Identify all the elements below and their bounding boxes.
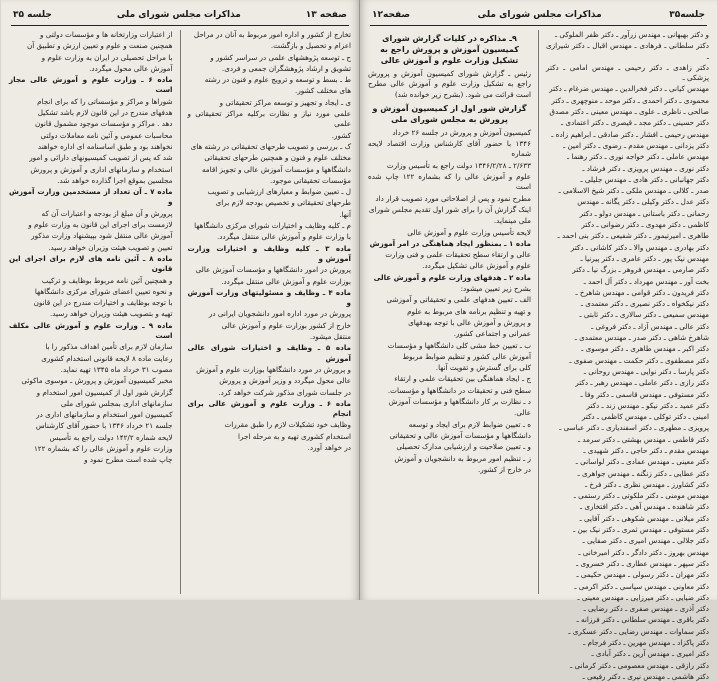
- text-line: دکتر جلالی ـ مهندس امیری ـ دکتر صفایی ـ: [582, 536, 709, 546]
- text-line: دکتر شاهنده ـ مهندس آهی ـ دکتر افتخاری ـ: [579, 502, 709, 512]
- text-line: دکتر پارسا ـ دکتر نوایی ـ مهندس روحانی ـ: [583, 366, 709, 376]
- text-line: دکتر نوری ـ مهندس پرویزی ـ دکتر فرشاد ـ: [582, 163, 709, 173]
- header-rule: [370, 25, 707, 26]
- text-line: و ـ تعیین صلاحیت و ارزشیابی مدارک تحصیلی: [396, 442, 531, 452]
- text-line: عالی و ارتقاء سطح تحقیقات علمی و فنی وزارت: [385, 250, 531, 260]
- text-line: مخبر کمیسیون آموزش و پرورش ـ موسوی ماکوئی: [21, 376, 173, 386]
- text-line: دکتر آذری ـ مهندس صفری ـ دکتر رضایی ـ: [583, 604, 709, 614]
- text-line: سازمانهای اداری بمجلس شورای ملی: [60, 398, 173, 408]
- text-line: ب ـ تعیین خط مشی کلی دانشگاهها و مؤسسات: [387, 340, 531, 350]
- text-line: دکتر کشاورز ـ مهندس نظری ـ دکتر فرخ ـ: [585, 479, 709, 489]
- text-line: دکتر مهران ـ دکتر رسولی ـ مهندس حکیمی ـ: [576, 570, 709, 580]
- text-line: استخدام کشوری تهیه و به مرحله اجرا: [238, 431, 351, 441]
- text-line: ماده ۳ ـ کلیه وظایف و اختیارات وزارت آموزش و: [187, 243, 351, 263]
- text-line: وزارت علوم و آموزش عالی را که بشماره ۱۲۲: [33, 443, 173, 453]
- text-line: محاسبات عمومی و آئین نامه معاملات دولتی: [40, 130, 173, 140]
- text-line: دکتر صارمی ـ مهندس فروهر ـ بزرگ نیا ـ دکتر: [572, 265, 709, 275]
- text-line: مهندس مومنی ـ دکتر ملکوتی ـ دکتر رستمی ـ: [573, 491, 709, 501]
- text-line: تخارج از کشور و اداره امور مربوط به آنان در مراحل: [193, 30, 351, 39]
- columns: [9, 30, 351, 594]
- text-line: اینک گزارش آن را برای شور اول تقدیم مجلس شورای: [368, 204, 531, 214]
- page-number: صفحه۱۲: [372, 10, 411, 20]
- text-line: دکتر یزدانی ـ مهندس مقدم ـ رضوی ـ دکتر امین ـ: [563, 140, 709, 150]
- text-line: بشرح زیر تعیین میشود:: [460, 284, 531, 294]
- text-line: استخدام و سازمانهای اداری و آموزش و پرورش: [30, 164, 173, 174]
- text-line: ماده ۸ ـ آئین نامه های لازم برای اجرای این قانون: [9, 253, 173, 274]
- text-line: دکتر رازقی ـ مهندس معصومی ـ دکتر کرمانی ـ: [570, 660, 709, 670]
- text-line: اعزام و تحصیل و بازگشت.: [270, 41, 351, 51]
- text-line: طاهری ـ امیرتیمور ـ دکتر شفیعی ـ دکتر بنی احمد ـ: [557, 231, 709, 241]
- session-number: جلسه۳۵: [669, 10, 705, 20]
- text-line: تعیین و تصویب هیئت وزیران خواهد رسید.: [48, 242, 173, 252]
- text-line: دکتر حسینی ـ دکتر مجد ـ قیصری ـ دکتر اعتمادی ـ: [560, 118, 709, 128]
- text-line: مطرح نمود و پس از اصلاحاتی مورد تصویب قرار داد: [375, 193, 531, 203]
- text-line: طرحهای تحقیقاتی و تخصیص بودجه لازم برای: [215, 198, 351, 208]
- text-line: ماده ۱ ـ بمنظور ایجاد هماهنگی در امر آموزش: [369, 238, 531, 248]
- text-line: محمودی ـ دکتر احمدی ـ دکتر موحد ـ منوچهری ـ دکتر: [551, 95, 709, 105]
- text-line: و پرورش در مورد دانشگاهها بوزارت علوم و آموزش: [196, 364, 351, 374]
- text-line: از اعتبارات وزارتخانه ها و مؤسسات دولتی و: [40, 30, 173, 39]
- text-line: کلی برای گسترش و تقویت آنها.: [435, 363, 531, 373]
- text-line: دکتر بهادری ـ مهندس والا ـ دکتر کاشانی ـ دکتر: [570, 242, 709, 252]
- text-line: با توجه بوظایف و اختیارات مندرج در این قانون: [33, 298, 173, 308]
- text-line: دکتر زاهدی ـ دکتر رحیمی ـ مهندس امامی ـ دکتر پزشکی ـ: [546, 62, 709, 83]
- text-line: مهندس سمیعی ـ دکتر سالاری ـ دکتر ثابتی ـ: [579, 310, 709, 320]
- text-line: بخت آور ـ مهندس مهرداد ـ دکتر آل احمد ـ: [583, 276, 709, 286]
- text-line: الف ـ تعیین هدفهای علمی و تحقیقاتی و آموزشی: [386, 295, 531, 305]
- text-line: ماده ۶ ـ وزارت علوم و آموزش عالی مجاز است: [9, 75, 173, 95]
- text-line: ح ـ توسعه پژوهشهای علمی در سراسر کشور و: [210, 52, 351, 62]
- text-line: آنها.: [339, 209, 351, 219]
- text-line: با مراحل تحصیلی در ایران به وزارت علوم و: [41, 52, 173, 62]
- text-line: دکتر رازی ـ دکتر عاملی ـ مهندس رهبر ـ دکتر: [575, 378, 709, 388]
- text-line: مهندس بهروز ـ دکتر دادگر ـ دکتر امیرخانی ـ: [578, 547, 709, 557]
- text-line: های مختلف کشور.: [295, 86, 351, 96]
- text-line: گزارش شور اول از کمیسیون امور استخدام و: [36, 387, 173, 397]
- text-line: ه ـ تعیین ضوابط لازم برای ایجاد و توسعه: [408, 419, 531, 429]
- text-line: مهندس کیانی ـ دکتر فخرالدین ـ مهندس ضرغام ـ دکتر: [549, 84, 709, 94]
- text-line: مجلسین بموقع اجرا گذارده خواهد شد.: [57, 175, 173, 185]
- column-2: [368, 30, 531, 594]
- header-title: مذاکرات مجلس شورای ملی: [477, 10, 602, 20]
- text-line: دکتر اکبر ـ مهندس طاهری ـ دکتر موسوی ـ: [581, 344, 709, 354]
- text-line: عالی محول میگردد و وزیر آموزش و پرورش: [219, 376, 351, 386]
- text-line: و پرورش و آموزش عالی با توجه بهدفهای: [408, 317, 531, 327]
- text-line: خارج از کشور بوزارت علوم و آموزش عالی: [221, 320, 351, 330]
- text-line: دکتر عالی ـ مهندس آزاد ـ دکتر فروغی ـ: [591, 321, 709, 331]
- text-line: م ـ کلیه وظایف و اختیارات شورای مرکزی دانشگاهها: [194, 221, 351, 231]
- speaker-paragraph: رئیس ـ گزارش شورای کمیسیون آموزش و پرورش راجع به تشکیل وزارت علوم و آموزش عالی مطرح است قرائت می شود. (بشرح زیر خوانده شد): [368, 69, 531, 99]
- column-1: [188, 30, 352, 594]
- text-line: دکتر مستوفی ـ مهندس ثمری ـ دکتر نیک بین ـ: [573, 525, 709, 535]
- text-line: بوزارت علوم و آموزش عالی منتقل میگردد.: [221, 276, 351, 286]
- text-line: در جلسات شورای مذکور شرکت خواهد کرد.: [218, 387, 351, 397]
- text-line: چاپ شده است مطرح نمود و: [84, 455, 173, 465]
- text-line: شوراها و مراکز و مؤسساتی را که برای انجام: [37, 96, 173, 106]
- column-1: [546, 30, 709, 681]
- text-line: د ـ نظارت بر کار دانشگاهها و مؤسسات آموزش: [388, 397, 531, 407]
- text-line: ج ـ ایجاد هماهنگی بین تحقیقات علمی و ارتقاء: [394, 374, 531, 384]
- text-line: دکتر عطایی ـ دکتر زنگنه ـ مهندس جواهری ـ: [577, 468, 709, 478]
- text-line: ی ـ ایجاد و تجهیز و توسعه مراکز تحقیقاتی و: [219, 97, 351, 107]
- text-line: ماده ۵ ـ وظایف و اختیارات شورای عالی آموزش: [187, 343, 351, 363]
- text-line: عالی.: [514, 408, 531, 418]
- column-2: [9, 30, 173, 594]
- text-line: ۲/۶۳۳ ـ ۱۳۴۶/۲/۲۸ دولت راجع به تأسیس وزارت: [386, 160, 531, 170]
- text-line: دکتر جهانبانی ـ دکتر هادی ـ مهندس جلیلی ـ: [580, 174, 709, 184]
- text-line: کمیسیون آموزش و پرورش در جلسه ۲۶ خرداد: [392, 127, 531, 137]
- text-line: آموزش عالی کشور و تنظیم ضوابط مربوط: [402, 351, 531, 361]
- text-line: دکتر سلطانی ـ فرهادی ـ مهندس اقبال ـ دکتر شیرازی ـ: [546, 41, 709, 61]
- text-line: ملی مینماید.: [493, 216, 531, 226]
- text-line: ط ـ بسط و توسعه و ترویج علوم و فنون در رشته: [204, 75, 351, 85]
- text-line: دکتر هاشمی ـ مهندس نیری ـ دکتر رفیعی ـ: [582, 671, 709, 681]
- text-line: صالحی ـ ناظری ـ علوی ـ مهندس معینی ـ دکتر مصدق: [549, 107, 709, 117]
- text-line: علوم و آموزش عالی تشکیل میگردد.: [422, 261, 531, 271]
- text-line: مهندس نیک پور ـ دکتر عامری ـ دکتر پیرنیا ـ: [580, 253, 709, 263]
- text-line: دکتر معینی ـ مهندس عمادی ـ دکتر لواسانی ـ: [575, 457, 709, 467]
- text-line: در خارج از کشور.: [477, 464, 531, 474]
- text-line: دکتر عدل ـ دکتر وکیلی ـ دکتر یگانه ـ مهندس: [577, 197, 709, 207]
- text-line: دکتر سپهر ـ مهندس عطاری ـ دکتر خسروی ـ: [576, 558, 709, 568]
- header-title: مذاکرات مجلس شورای ملی: [116, 10, 241, 20]
- text-line: رعایت ماده ۸ لایحه قانونی استخدام کشوری: [41, 353, 173, 363]
- page-header: [13, 8, 347, 22]
- text-line: امینی ـ دکتر توکلی ـ مهندس کاظمی ـ دکتر: [581, 412, 709, 422]
- text-line: پرورش و آن مبلغ از بودجه و اعتبارات آن که: [41, 208, 173, 218]
- text-line: شاهرخ شاهی ـ دکتر صدر ـ مهندس معتمدی ـ: [574, 333, 709, 343]
- report-title: گزارش شور اول از کمیسیون آموزش و پرورش به مجلس شورای ملی: [372, 103, 527, 124]
- text-line: لایحه شماره ۱۴۲/۲ دولت راجع به تأسیس: [49, 432, 173, 442]
- text-line: و نحوه تعیین اعضای شورای مرکزی دانشگاهها: [34, 286, 173, 296]
- columns: [368, 30, 709, 681]
- text-line: و دکتر بهبهانی ـ مهندس زرآور ـ دکتر ظفر الملوکی ـ: [554, 30, 709, 39]
- text-line: کاظمی ـ دکتر مهدوی ـ دکتر رضوانی ـ دکتر: [581, 220, 709, 230]
- text-line: نخواهند بود و طبق اساسنامه ای اداره خواهند: [37, 141, 173, 151]
- text-line: آموزش عالی محول میگردد.: [89, 63, 173, 73]
- column-divider: [538, 30, 539, 594]
- text-line: ک ـ بررسی و تصویب طرحهای تحقیقاتی در رشته های: [190, 141, 351, 151]
- page-left: [1, 0, 359, 600]
- text-line: ل ـ تعیین ضوابط و معیارهای ارزشیابی و تصویب: [207, 187, 351, 197]
- text-line: علمی مورد نیاز و نظارت برکلیه مراکز تحقیقاتی و علمی: [187, 109, 351, 129]
- text-line: کشور.: [331, 130, 351, 140]
- text-line: مختلف علوم و فنون و همچنین طرحهای تحقیقاتی: [204, 153, 351, 163]
- text-line: و همچنین آئین نامه مربوط بوظایف و ترکیب: [41, 275, 173, 285]
- text-line: مؤسسات تحقیقاتی موجود.: [270, 175, 351, 185]
- text-line: لایحه تأسیس وزارت علوم و آموزش عالی: [407, 227, 531, 237]
- text-line: دکتر فاطمی ـ مهندس بهشتی ـ دکتر سرمد ـ: [578, 434, 709, 444]
- text-line: دکتر معاونی ـ مهندس سپاسی ـ دکتر اکرمی ـ: [574, 581, 709, 591]
- session-number: جلسه ۳۵: [13, 10, 52, 20]
- text-line: رحمانی ـ دکتر باستانی ـ مهندس دولو ـ دکتر: [579, 208, 709, 218]
- text-line: دکتر امیری ـ مهندس آرین ـ دکتر آبادی ـ: [591, 649, 709, 659]
- text-line: منتقل میشود.: [309, 332, 351, 342]
- text-line: با وزارت علوم و آموزش عالی منتقل میگردد.: [216, 232, 351, 242]
- text-line: دکتر باقری ـ مهندس سلطانی ـ دکتر فرزانه ـ: [576, 615, 709, 625]
- text-line: آموزش عالی منتقل شود بپیشنهاد وزارت مذکور: [31, 231, 173, 241]
- text-line: ز ـ تنظیم امور مربوط به دانشجویان و آموزش: [394, 453, 531, 463]
- column-divider: [180, 30, 181, 594]
- text-line: دکتر عمید ـ دکتر نیکو ـ مهندس زند ـ دکتر: [586, 400, 709, 410]
- page-header: [372, 8, 705, 22]
- text-line: همچنین صنعت و علوم و تعیین ارزش و تطبیق آن: [27, 41, 173, 51]
- text-line: ماده ۲ ـ هدفهای وزارت علوم و آموزش عالی: [373, 272, 531, 282]
- text-line: مهندس عاملی ـ دکتر خواجه نوری ـ دکتر رهنما ـ: [566, 152, 709, 162]
- text-line: مصوب ۳۱ خرداد ماه ۱۳۴۵ تهیه نماید.: [60, 364, 173, 374]
- text-line: تشویق و ارشاد پژوهشگران جمعی و فردی.: [221, 63, 351, 73]
- text-line: دکتر مصطفوی ـ دکتر حکمت ـ مهندس صفوی ـ: [569, 355, 709, 365]
- text-line: کمیسیون امور استخدام و سازمانهای اداری در: [36, 410, 173, 420]
- text-line: مهندس مقدم ـ دکتر حاجی ـ دکتر شهیدی ـ: [583, 445, 709, 455]
- text-line: دکتر پاکزاد ـ مهندس مهرین ـ دکتر فرجام ـ: [583, 638, 709, 648]
- text-line: و تهیه و تنظیم برنامه های مربوط به علوم: [407, 306, 531, 316]
- text-line: وظایف خود تشکیلات لازم را طبق مقررات: [224, 420, 351, 430]
- text-line: تهیه و بتصویب هیئت وزیران خواهد رسید.: [50, 309, 173, 319]
- text-line: هدفهای مندرج در این قانون لازم باشد تشکیل: [37, 108, 173, 118]
- header-rule: [11, 25, 349, 26]
- text-line: ماده ۷ ـ آن تعداد از مستخدمین وزارت آموزش و: [9, 187, 173, 207]
- text-line: سازمان لازم برای تأمین اهداف مذکور را با: [45, 342, 173, 352]
- text-line: دکتر سماوات ـ مهندس رضایی ـ دکتر عسکری ـ: [568, 626, 709, 636]
- text-line: علوم و آموزش عالی را که بشماره ۱۲۲ چاپ شده است: [368, 172, 532, 192]
- text-line: پرویزی ـ مطهری ـ دکتر اسفندیاری ـ دکتر عباسی ـ: [559, 423, 709, 433]
- text-line: در خواهد آورد.: [307, 442, 351, 452]
- text-line: مهندس رحیمی ـ افشار ـ دکتر صادقی ـ ابراهیم زاده ـ: [551, 129, 709, 139]
- text-line: لازمست برای اجرای این قانون به وزارت علوم و: [28, 220, 173, 230]
- text-line: پرورش در امور دانشگاهها و مؤسسات آموزش عالی: [195, 265, 351, 275]
- text-line: دانشگاهها و مؤسسات آموزش عالی و تجویز اقامه: [201, 164, 351, 174]
- text-line: پرورش در مورد اداره امور دانشجویان ایرانی در: [208, 309, 351, 319]
- text-line: ماده ۶ ـ وزارت علوم و آموزش عالی برای انجام: [187, 398, 351, 419]
- text-line: دانشگاهها و مؤسسات آموزش عالی و تحقیقاتی: [389, 430, 531, 440]
- text-line: جلسه ۲۱ خرداد ۱۳۴۶ با حضور آقای کارشناس: [35, 421, 173, 431]
- text-line: عمرانی و اجتماعی کشور.: [453, 329, 531, 339]
- text-line: دکتر مستوفی ـ مهندس قاسمی ـ دکتر وفا ـ: [580, 389, 709, 399]
- text-line: ماده ۴ ـ وظایف و مسئولیتهای وزارت آموزش و: [187, 287, 352, 308]
- text-line: دکتر نیکخواه ـ دکتر نصیری ـ دکتر معتمدی ـ: [580, 299, 709, 309]
- text-line: ۱۳۴۶ با حضور آقای کارشناس وزارت اقتصاد لایحه شماره: [368, 139, 531, 159]
- section-heading: ۹ـ مذاکره در کلیات گزارش شورای کمیسیون آموزش و پرورش راجع به تشکیل وزارت علوم و آموزش عالی: [380, 34, 519, 65]
- text-line: ماده ۹ ـ وزارت علوم و آموزش عالی مکلف است: [9, 320, 173, 341]
- text-line: دهد . مراکز و مؤسسات موجود مشمول قانون: [34, 119, 173, 129]
- page-right: [359, 0, 717, 681]
- page-number: صفحه ۱۳: [305, 10, 347, 20]
- text-line: دکتر ضیایی ـ دکتر میرزایی ـ مهندس معینی ـ: [577, 592, 709, 602]
- text-line: شد که پس از تصویب کمیسیونهای دارائی و امور: [29, 153, 173, 163]
- text-line: دکتر میلانی ـ مهندس شکوهی ـ دکتر آقایی ـ: [579, 513, 709, 523]
- text-line: دکتر فریدون ـ دکتر قوامی ـ مهندس شاهرخ ـ: [575, 287, 709, 297]
- text-line: صدر ـ کلالی ـ مهندس ملکی ـ دکتر شیخ الاسلامی ـ: [558, 186, 709, 196]
- text-line: سطح فنی و تحقیقات در دانشگاهها و مؤسسات.: [387, 385, 531, 395]
